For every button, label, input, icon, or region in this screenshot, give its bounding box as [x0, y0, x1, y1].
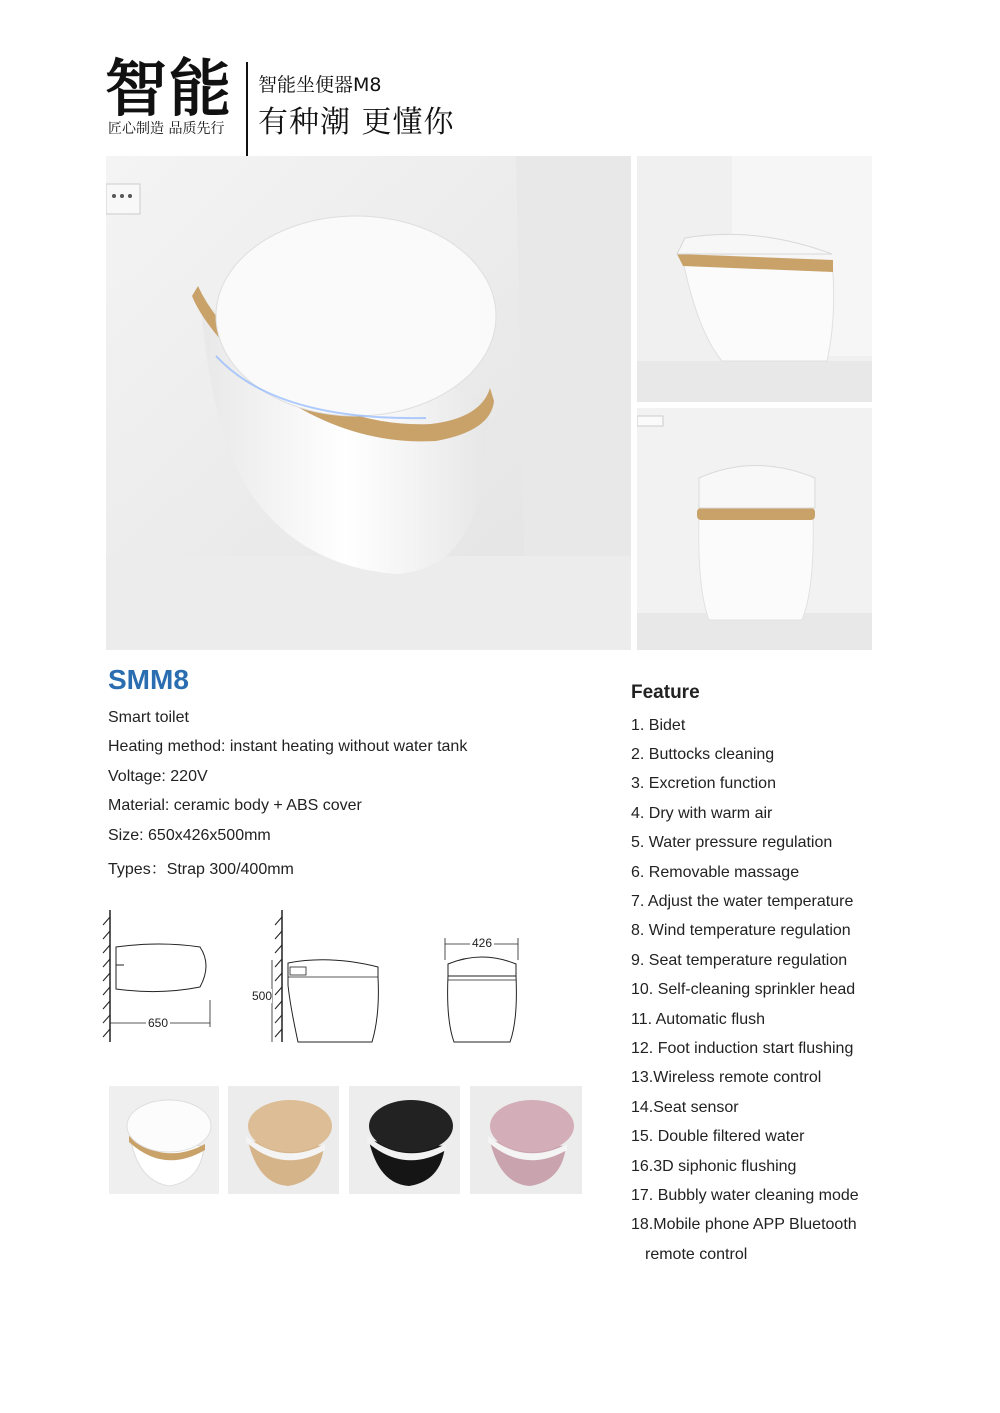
spec-types: Types：Strap 300/400mm: [108, 861, 294, 878]
feature-item: 10. Self-cleaning sprinkler head: [631, 981, 856, 998]
spec-type: Smart toilet: [108, 709, 189, 726]
dim-length: 650: [148, 1016, 169, 1030]
feature-item: 8. Wind temperature regulation: [631, 922, 851, 939]
feature-item: 13.Wireless remote control: [631, 1069, 822, 1086]
feature-item: 14.Seat sensor: [631, 1099, 739, 1116]
feature-item: 1. Bidet: [631, 717, 686, 734]
brand-slogan: 匠心制造 品质先行: [108, 121, 225, 137]
variant-black: [349, 1086, 460, 1194]
feature-item: 5. Water pressure regulation: [631, 834, 833, 851]
feature-item: 18.Mobile phone APP Bluetooth: [631, 1216, 857, 1233]
spec-voltage: Voltage: 220V: [108, 768, 208, 785]
feature-item: 12. Foot induction start flushing: [631, 1040, 854, 1057]
tagline: 有种潮 更懂你: [258, 105, 455, 140]
variant-pink: [470, 1086, 582, 1194]
brand-title: 智能: [105, 52, 234, 125]
feature-item: 11. Automatic flush: [631, 1011, 765, 1028]
feature-item: 16.3D siphonic flushing: [631, 1158, 797, 1175]
main-product-photo: [106, 156, 631, 650]
feature-item: 6. Removable massage: [631, 864, 800, 881]
dim-width: 426: [472, 936, 493, 950]
feature-item: 17. Bubbly water cleaning mode: [631, 1187, 859, 1204]
variant-gold: [228, 1086, 339, 1194]
feature-item: 7. Adjust the water temperature: [631, 893, 854, 910]
side-view-drawing: [250, 905, 390, 1045]
feature-item: 15. Double filtered water: [631, 1128, 805, 1145]
variant-white-gold: [109, 1086, 219, 1194]
spec-material: Material: ceramic body + ABS cover: [108, 797, 362, 814]
feature-item-continuation: remote control: [645, 1246, 748, 1263]
feature-item: 9. Seat temperature regulation: [631, 952, 848, 969]
top-view-drawing: [100, 905, 220, 1045]
spec-heating: Heating method: instant heating without water tank: [108, 738, 468, 755]
feature-item: 4. Dry with warm air: [631, 805, 773, 822]
feature-item: 2. Buttocks cleaning: [631, 746, 775, 763]
front-view-drawing: [440, 930, 525, 1045]
header-divider: [246, 62, 248, 160]
product-line: 智能坐便器M8: [258, 74, 382, 96]
feature-title: Feature: [631, 682, 700, 703]
front-view-photo: [637, 408, 872, 650]
dim-height: 500: [252, 989, 273, 1003]
model-name: SMM8: [108, 664, 189, 695]
spec-size: Size: 650x426x500mm: [108, 827, 271, 844]
side-view-photo: [637, 156, 872, 402]
feature-item: 3. Excretion function: [631, 775, 776, 792]
